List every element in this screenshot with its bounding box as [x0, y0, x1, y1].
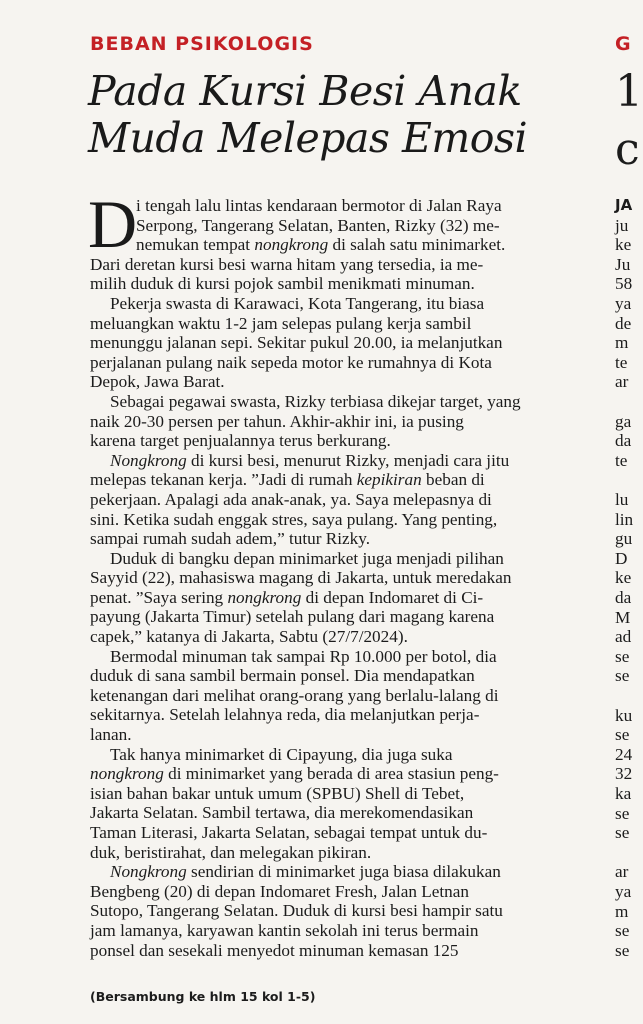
article-line: Bengbeng (20) di depan Indomaret Fresh, Jalan Letnan [90, 881, 469, 901]
article-line: Nongkrong sendirian di minimarket juga biasa dilakukan [110, 862, 501, 882]
adjacent-headline-line-1: 1 [615, 66, 643, 117]
article-line: duk, beristirahat, dan melegakan pikiran. [90, 842, 372, 862]
article-line: sekitarnya. Setelah lelahnya reda, dia melanjutkan perja- [90, 705, 480, 725]
article-line: ponsel dan sesekali menyedot minuman kemasan 125 [90, 940, 459, 960]
headline [88, 68, 558, 162]
adjacent-line-fragment: te [615, 450, 628, 470]
adjacent-line-fragment: 24 [615, 744, 633, 764]
article-line: Nongkrong di kursi besi, menurut Rizky, menjadi cara jitu [110, 450, 510, 470]
article-line: menunggu jalanan sepi. Sekitar pukul 20.00, ia melanjutkan [90, 333, 503, 353]
article-line: Duduk di bangku depan minimarket juga menjadi pilihan [110, 548, 504, 568]
adjacent-line-fragment: Ju [615, 254, 631, 274]
article-line: i tengah lalu lintas kendaraan bermotor di Jalan Raya [136, 196, 502, 215]
article-line: meluangkan waktu 1-2 jam selepas pulang kerja sambil [90, 313, 472, 333]
adjacent-line-fragment: se [615, 921, 630, 941]
article-line: pekerjaan. Apalagi ada anak-anak, ya. Saya melepasnya di [90, 489, 492, 509]
article-line: naik 20-30 persen per tahun. Akhir-akhir ini, ia pusing [90, 411, 464, 431]
article-line: Serpong, Tangerang Selatan, Banten, Rizky (32) me- [136, 215, 500, 235]
article-line: nemukan tempat nongkrong di salah satu minimarket. [136, 235, 506, 255]
headline-line-1: Pada Kursi Besi Anak [88, 67, 522, 115]
adjacent-line-fragment: ka [615, 784, 632, 803]
adjacent-line-fragment: de [615, 313, 632, 333]
adjacent-line-fragment: lin [615, 509, 634, 529]
adjacent-line-fragment: se [615, 725, 630, 745]
article-line: melepas tekanan kerja. ”Jadi di rumah kepikiran beban di [90, 470, 485, 490]
article-lines [88, 186, 560, 960]
adjacent-kicker: G [615, 33, 631, 55]
article-body [88, 186, 560, 960]
adjacent-line-fragment: ju [615, 215, 629, 235]
adjacent-line-fragment: gu [615, 529, 633, 549]
article-line: penat. ”Saya sering nongkrong di depan Indomaret di Ci- [90, 587, 484, 607]
article-line: Depok, Jawa Barat. [90, 372, 225, 392]
adjacent-article-column [600, 0, 643, 1024]
article-line: Tak hanya minimarket di Cipayung, dia juga suka [110, 744, 453, 764]
adjacent-line-fragment: lu [615, 490, 629, 509]
adjacent-line-fragment: 58 [615, 274, 633, 294]
adjacent-line-fragment: te [615, 352, 628, 372]
adjacent-line-fragment: ya [615, 294, 632, 313]
adjacent-line-fragment: se [615, 940, 630, 960]
adjacent-line-fragment: da [615, 588, 632, 607]
adjacent-line-fragment: ar [615, 862, 629, 882]
adjacent-line-fragment: ar [615, 372, 629, 392]
article-line: jam lamanya, karyawan kantin sekolah ini terus bermain [90, 920, 479, 940]
article-line: Jakarta Selatan. Sambil tertawa, dia merekomendasikan [90, 803, 474, 823]
adjacent-line-fragment: se [615, 666, 630, 686]
article-line: Taman Literasi, Jakarta Selatan, sebagai tempat untuk du- [90, 823, 488, 842]
adjacent-line-fragment: se [615, 823, 630, 843]
article-line: capek,” katanya di Jakarta, Sabtu (27/7/2024). [90, 627, 408, 647]
adjacent-line-fragment: m [615, 333, 629, 353]
article-line: milih duduk di kursi pojok sambil menikmati minuman. [90, 274, 475, 294]
adjacent-line-fragment: M [615, 607, 631, 627]
adjacent-line-fragment: ga [615, 411, 632, 431]
article-line: ketenangan dari melihat orang-orang yang berlalu-lalang di [90, 685, 499, 705]
adjacent-line-fragment: ke [615, 568, 632, 588]
article-line: Pekerja swasta di Karawaci, Kota Tangerang, itu biasa [110, 293, 485, 313]
article-line: sini. Ketika sudah enggak stres, saya pulang. Yang penting, [90, 509, 498, 529]
adjacent-line-fragment: ad [615, 627, 632, 647]
article-line: Bermodal minuman tak sampai Rp 10.000 per botol, dia [110, 646, 497, 666]
adjacent-line-fragment: ya [615, 882, 632, 901]
continuation-note: (Bersambung ke hlm 15 kol 1-5) [90, 989, 316, 1004]
article-line: duduk di sana sambil bermain ponsel. Dia mendapatkan [90, 666, 475, 686]
drop-cap: D [88, 186, 138, 262]
adjacent-line-fragment: ku [615, 705, 633, 725]
adjacent-line-fragment: 32 [615, 764, 633, 784]
adjacent-line-fragment: da [615, 431, 632, 451]
adjacent-line-fragment: se [615, 646, 630, 666]
article-line: perjalanan pulang naik sepeda motor ke rumahnya di Kota [90, 352, 492, 372]
article-line: Sutopo, Tangerang Selatan. Duduk di kursi besi hampir satu [90, 901, 503, 921]
adjacent-line-fragment: m [615, 901, 629, 921]
article-line: lanan. [90, 725, 132, 745]
article-line: Sebagai pegawai swasta, Rizky terbiasa dikejar target, yang [110, 391, 521, 411]
article-line: Dari deretan kursi besi warna hitam yang tersedia, ia me- [90, 254, 484, 274]
article-line: nongkrong di minimarket yang berada di area stasiun peng- [90, 764, 499, 784]
article-line: payung (Jakarta Timur) setelah pulang dari magang karena [90, 607, 495, 627]
headline-line-2: Muda Melepas Emosi [88, 114, 528, 162]
adjacent-line-fragment: se [615, 803, 630, 823]
adjacent-line-fragment: D [615, 548, 628, 568]
article-line: Sayyid (22), mahasiswa magang di Jakarta, untuk meredakan [90, 568, 512, 588]
article-line: isian bahan bakar untuk umum (SPBU) Shell di Tebet, [90, 783, 465, 803]
adjacent-line-fragment: ke [615, 235, 632, 255]
adjacent-line-fragment: JA [615, 196, 633, 214]
adjacent-headline-line-2: c [615, 124, 640, 175]
article-line: karena target penjualannya terus berkurang. [90, 431, 391, 451]
kicker: BEBAN PSIKOLOGIS [90, 33, 314, 55]
article-line: sampai rumah sudah adem,” tutur Rizky. [90, 529, 371, 549]
